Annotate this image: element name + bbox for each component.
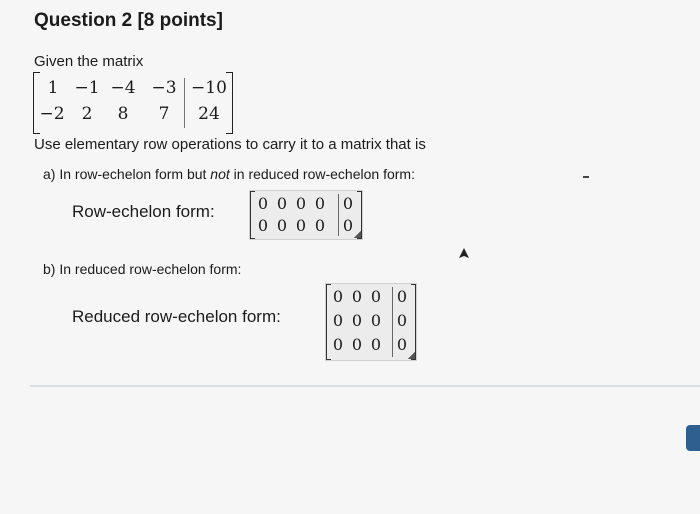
left-bracket <box>326 284 331 360</box>
row-echelon-label: Row-echelon form: <box>72 202 215 221</box>
reduced-row-echelon-matrix-input[interactable] <box>325 283 417 361</box>
matrix-cell-input[interactable]: 0 <box>370 311 382 330</box>
matrix-cell: −1 <box>74 78 100 98</box>
matrix-cell: 24 <box>198 104 220 124</box>
matrix-cell-input[interactable]: 0 <box>396 287 408 306</box>
part-a-prompt-emphasis: not <box>210 166 230 182</box>
matrix-cell-input[interactable]: 0 <box>332 311 344 330</box>
matrix-cell-input[interactable]: 0 <box>295 194 307 213</box>
augment-line <box>392 287 393 357</box>
matrix-cell-input[interactable]: 0 <box>370 335 382 354</box>
given-matrix <box>33 72 233 134</box>
matrix-cell-input[interactable]: 0 <box>257 216 269 235</box>
matrix-cell-input[interactable]: 0 <box>314 216 326 235</box>
matrix-cell: 1 <box>47 78 59 98</box>
part-a-prompt <box>43 166 415 182</box>
matrix-cell-input[interactable]: 0 <box>276 194 288 213</box>
resize-handle-icon[interactable] <box>354 231 361 238</box>
matrix-cell-input[interactable]: 0 <box>351 311 363 330</box>
given-text: Given the matrix <box>34 53 144 70</box>
left-bracket <box>250 191 255 239</box>
matrix-cell-input[interactable]: 0 <box>257 194 269 213</box>
matrix-cell-input[interactable]: 0 <box>342 216 354 235</box>
matrix-cell: −10 <box>191 78 227 98</box>
instruction-text: Use elementary row operations to carry it to a matrix that is <box>34 136 426 153</box>
part-a-prompt-end: in reduced row-echelon form: <box>229 166 415 182</box>
matrix-cell: −4 <box>110 78 136 98</box>
matrix-cell-input[interactable]: 0 <box>342 194 354 213</box>
matrix-cell-input[interactable]: 0 <box>396 311 408 330</box>
matrix-cell: 7 <box>158 104 170 124</box>
matrix-cell: 8 <box>117 104 129 124</box>
part-b-prompt: b) In reduced row-echelon form: <box>43 261 242 277</box>
reduced-row-echelon-label: Reduced row-echelon form: <box>72 307 281 326</box>
matrix-cell-input[interactable]: 0 <box>276 216 288 235</box>
matrix-cell-input[interactable]: 0 <box>332 287 344 306</box>
matrix-cell: −3 <box>151 78 177 98</box>
row-echelon-matrix-input[interactable] <box>249 190 363 240</box>
matrix-cell-input[interactable]: 0 <box>351 335 363 354</box>
matrix-cell-input[interactable]: 0 <box>396 335 408 354</box>
matrix-cell-input[interactable]: 0 <box>314 194 326 213</box>
matrix-cell-input[interactable]: 0 <box>332 335 344 354</box>
question-title: Question 2 [8 points] <box>34 10 223 31</box>
matrix-row <box>33 78 233 102</box>
matrix-cell-input[interactable]: 0 <box>295 216 307 235</box>
matrix-cell: 2 <box>81 104 93 124</box>
mouse-pointer-icon <box>458 248 470 260</box>
matrix-row <box>33 104 233 128</box>
side-tab-button[interactable] <box>686 425 700 451</box>
right-bracket <box>411 284 416 360</box>
section-divider <box>30 385 700 387</box>
resize-handle-icon[interactable] <box>408 352 415 359</box>
matrix-cell-input[interactable]: 0 <box>370 287 382 306</box>
augment-line <box>338 194 339 236</box>
text-cursor-mark <box>583 176 589 178</box>
part-a-prompt-start: a) In row-echelon form but <box>43 166 211 182</box>
matrix-cell-input[interactable]: 0 <box>351 287 363 306</box>
matrix-cell: −2 <box>39 104 65 124</box>
